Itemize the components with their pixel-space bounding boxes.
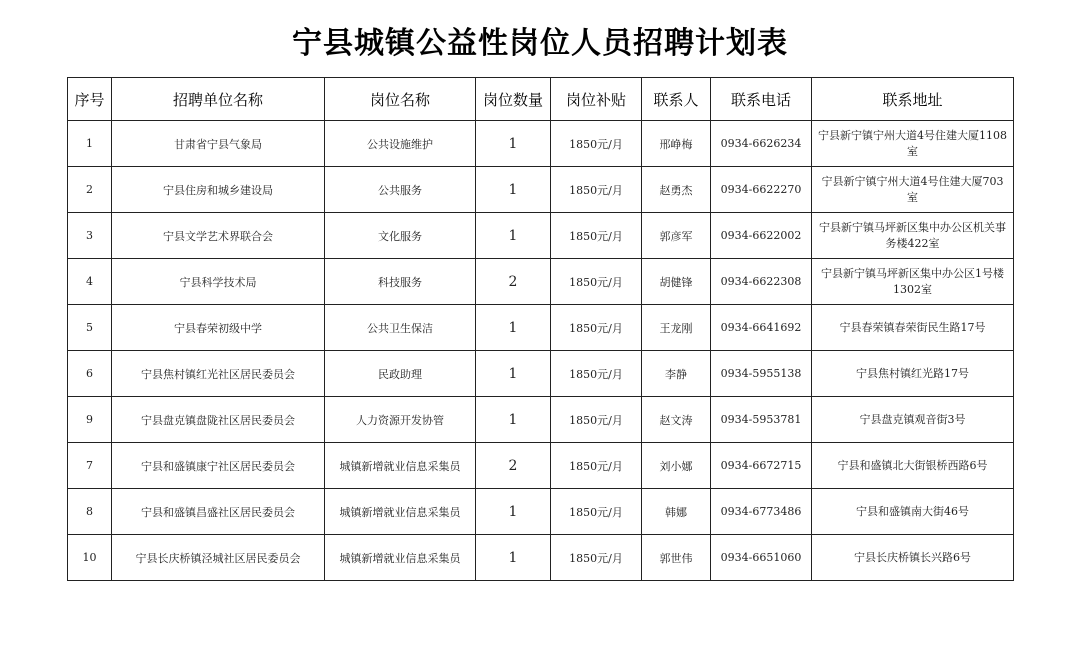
row-phone: 0934-6651060 [711,535,812,581]
table-row [68,167,1014,213]
row-count: 2 [476,259,551,305]
table-row [68,213,1014,259]
recruitment-plan-table [67,77,1014,581]
table-row [68,535,1014,581]
row-count: 1 [476,121,551,167]
row-count: 1 [476,535,551,581]
row-count: 1 [476,213,551,259]
row-contact: 赵勇杰 [642,167,711,213]
row-unit: 宁县和盛镇昌盛社区居民委员会 [112,489,325,535]
row-index: 10 [68,535,112,581]
row-contact: 赵文涛 [642,397,711,443]
row-unit: 宁县春荣初级中学 [112,305,325,351]
header-subsidy: 岗位补贴 [551,78,642,121]
row-phone: 0934-6773486 [711,489,812,535]
table-row [68,259,1014,305]
table-row [68,397,1014,443]
row-post: 城镇新增就业信息采集员 [325,535,476,581]
row-post: 城镇新增就业信息采集员 [325,489,476,535]
row-address: 宁县新宁镇宁州大道4号住建大厦1108室 [812,121,1014,167]
row-unit: 宁县长庆桥镇泾城社区居民委员会 [112,535,325,581]
row-phone: 0934-5953781 [711,397,812,443]
row-address: 宁县新宁镇马坪新区集中办公区机关事务楼422室 [812,213,1014,259]
row-post: 公共服务 [325,167,476,213]
row-index: 5 [68,305,112,351]
row-contact: 李静 [642,351,711,397]
row-unit: 宁县文学艺术界联合会 [112,213,325,259]
row-phone: 0934-6672715 [711,443,812,489]
row-unit: 甘肃省宁县气象局 [112,121,325,167]
row-subsidy: 1850元/月 [551,259,642,305]
table-row [68,305,1014,351]
row-index: 4 [68,259,112,305]
header-unit: 招聘单位名称 [112,78,325,121]
header-count: 岗位数量 [476,78,551,121]
row-address: 宁县长庆桥镇长兴路6号 [812,535,1014,581]
row-subsidy: 1850元/月 [551,121,642,167]
row-count: 1 [476,351,551,397]
row-address: 宁县新宁镇宁州大道4号住建大厦703室 [812,167,1014,213]
row-count: 1 [476,397,551,443]
row-subsidy: 1850元/月 [551,213,642,259]
row-contact: 王龙刚 [642,305,711,351]
row-index: 8 [68,489,112,535]
row-count: 1 [476,305,551,351]
row-contact: 邢峥梅 [642,121,711,167]
row-phone: 0934-6622002 [711,213,812,259]
row-subsidy: 1850元/月 [551,535,642,581]
row-unit: 宁县盘克镇盘陇社区居民委员会 [112,397,325,443]
row-contact: 韩娜 [642,489,711,535]
row-index: 3 [68,213,112,259]
row-address: 宁县春荣镇春荣街民生路17号 [812,305,1014,351]
row-unit: 宁县住房和城乡建设局 [112,167,325,213]
table-row [68,121,1014,167]
row-contact: 胡健锋 [642,259,711,305]
row-subsidy: 1850元/月 [551,167,642,213]
row-subsidy: 1850元/月 [551,443,642,489]
row-address: 宁县焦村镇红光路17号 [812,351,1014,397]
header-post: 岗位名称 [325,78,476,121]
row-index: 6 [68,351,112,397]
row-post: 文化服务 [325,213,476,259]
table-row [68,443,1014,489]
row-index: 9 [68,397,112,443]
row-address: 宁县盘克镇观音街3号 [812,397,1014,443]
row-subsidy: 1850元/月 [551,351,642,397]
header-phone: 联系电话 [711,78,812,121]
row-address: 宁县新宁镇马坪新区集中办公区1号楼1302室 [812,259,1014,305]
row-count: 2 [476,443,551,489]
header-contact: 联系人 [642,78,711,121]
row-subsidy: 1850元/月 [551,305,642,351]
row-count: 1 [476,489,551,535]
row-contact: 刘小娜 [642,443,711,489]
row-unit: 宁县和盛镇康宁社区居民委员会 [112,443,325,489]
row-post: 科技服务 [325,259,476,305]
row-index: 1 [68,121,112,167]
header-index: 序号 [68,78,112,121]
row-post: 公共卫生保洁 [325,305,476,351]
row-post: 公共设施维护 [325,121,476,167]
row-address: 宁县和盛镇北大街银桥西路6号 [812,443,1014,489]
row-address: 宁县和盛镇南大街46号 [812,489,1014,535]
table-row [68,351,1014,397]
row-phone: 0934-5955138 [711,351,812,397]
row-phone: 0934-6641692 [711,305,812,351]
row-phone: 0934-6622308 [711,259,812,305]
row-index: 2 [68,167,112,213]
row-subsidy: 1850元/月 [551,397,642,443]
row-post: 城镇新增就业信息采集员 [325,443,476,489]
row-contact: 郭世伟 [642,535,711,581]
row-phone: 0934-6622270 [711,167,812,213]
row-phone: 0934-6626234 [711,121,812,167]
row-unit: 宁县焦村镇红光社区居民委员会 [112,351,325,397]
row-unit: 宁县科学技术局 [112,259,325,305]
document-title: 宁县城镇公益性岗位人员招聘计划表 [292,26,788,61]
row-subsidy: 1850元/月 [551,489,642,535]
row-count: 1 [476,167,551,213]
table-header-row [68,78,1014,121]
row-post: 人力资源开发协管 [325,397,476,443]
row-post: 民政助理 [325,351,476,397]
row-index: 7 [68,443,112,489]
header-address: 联系地址 [812,78,1014,121]
row-contact: 郭彦军 [642,213,711,259]
table-row [68,489,1014,535]
